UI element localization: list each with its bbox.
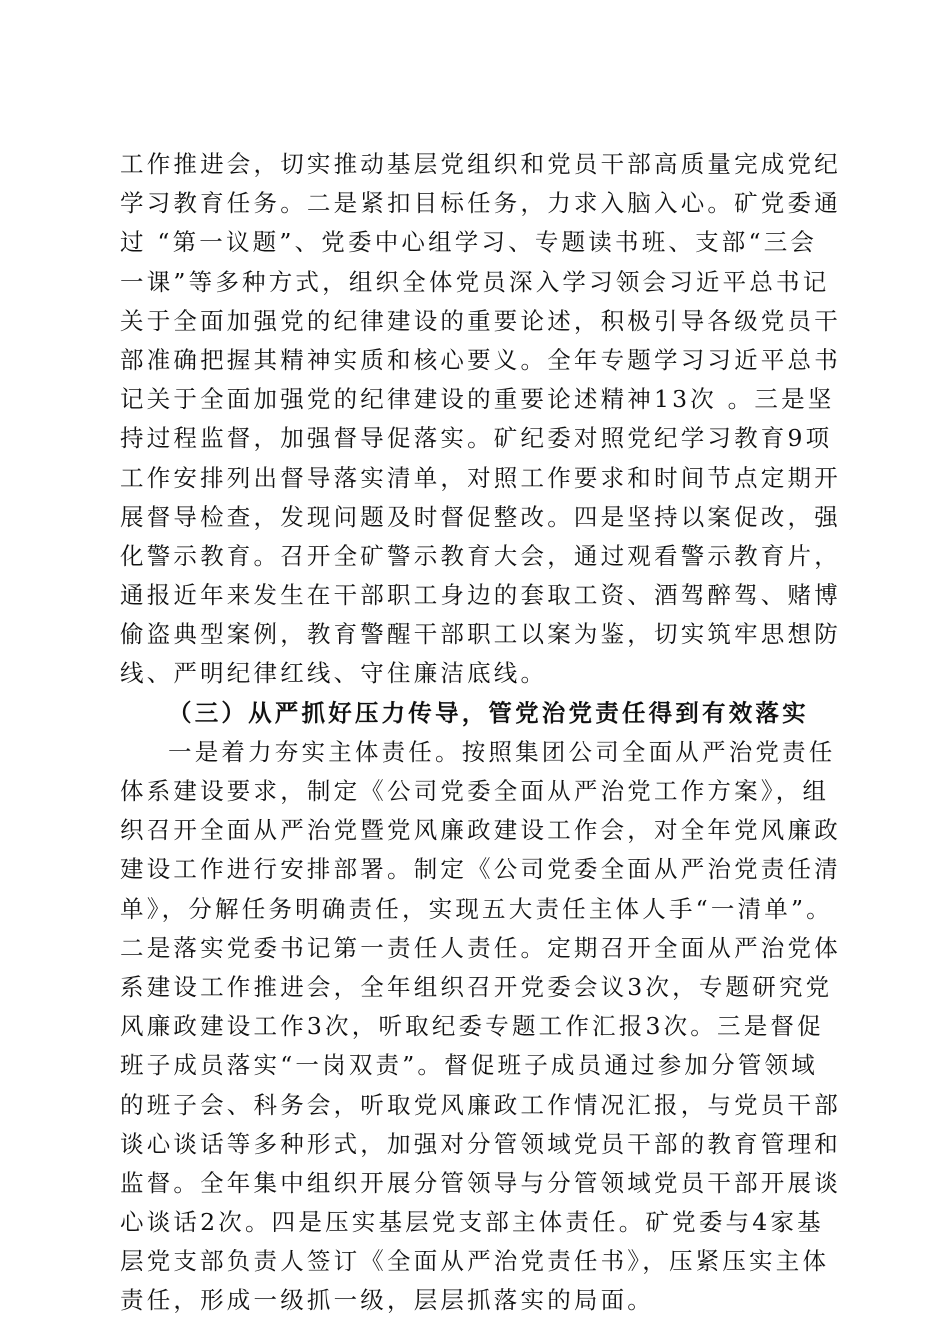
paragraph-line: 记关于全面加强党的纪律建设的重要论述精神13次 。三是坚	[120, 385, 835, 414]
paragraph-line: 化警示教育。召开全矿警示教育大会，通过观看警示教育片，	[120, 541, 841, 570]
paragraph-line: 部准确把握其精神实质和核心要义。全年专题学习习近平总书	[120, 345, 841, 374]
paragraph-line: 的班子会、科务会，听取党风廉政工作情况汇报，与党员干部	[120, 1090, 841, 1119]
paragraph-line: 工作推进会，切实推动基层党组织和党员干部高质量完成党纪	[120, 150, 841, 178]
paragraph-line: 展督导检查，发现问题及时督促整改。四是坚持以案促改，强	[120, 502, 841, 531]
paragraph-line: 通报近年来发生在干部职工身边的套取工资、酒驾醉驾、赌博	[120, 581, 841, 610]
paragraph-line: 班子成员落实“一岗双责”。督促班子成员通过参加分管领域	[120, 1051, 818, 1080]
paragraph-line: 织召开全面从严治党暨党风廉政建设工作会，对全年党风廉政	[120, 816, 841, 845]
paragraph-line: 监督。全年集中组织开展分管领导与分管领域党员干部开展谈	[120, 1168, 841, 1197]
paragraph-line: 持过程监督，加强督导促落实。矿纪委对照党纪学习教育9项	[120, 424, 833, 453]
paragraph-line: 关于全面加强党的纪律建设的重要论述，积极引导各级党员干	[120, 306, 841, 335]
paragraph-line: 系建设工作推进会，全年组织召开党委会议3次，专题研究党	[120, 972, 833, 1001]
paragraph-line: 单》，分解任务明确责任，实现五大责任主体人手“一清单”。	[120, 894, 833, 923]
paragraph-line: 线、严明纪律红线、守住廉洁底线。	[120, 659, 548, 688]
paragraph-line: 过 “第一议题”、党委中心组学习、专题读书班、支部“三会	[120, 228, 818, 257]
paragraph-line: 工作安排列出督导落实清单，对照工作要求和时间节点定期开	[120, 463, 841, 492]
paragraph-line: 一课”等多种方式，组织全体党员深入学习领会习近平总书记	[120, 267, 830, 296]
paragraph-line: 心谈话2次。四是压实基层党支部主体责任。矿党委与4家基	[120, 1208, 824, 1237]
paragraph-line: 二是落实党委书记第一责任人责任。定期召开全面从严治党体	[120, 933, 841, 962]
paragraph-line: 层党支部负责人签订《全面从严治党责任书》，压紧压实主体	[120, 1247, 830, 1276]
section-heading: （三）从严抓好压力传导，管党治党责任得到有效落实	[168, 698, 809, 727]
paragraph-line: 风廉政建设工作3次，听取纪委专题工作汇报3次。三是督促	[120, 1012, 824, 1041]
paragraph-line: 学习教育任务。二是紧扣目标任务，力求入脑入心。矿党委通	[120, 189, 841, 218]
document-body	[120, 145, 840, 1321]
paragraph-first-line: 一是着力夯实主体责任。按照集团公司全面从严治党责任	[168, 737, 836, 766]
paragraph-line: 谈心谈话等多种形式，加强对分管领域党员干部的教育管理和	[120, 1129, 841, 1158]
paragraph-line: 体系建设要求，制定《公司党委全面从严治党工作方案》，组	[120, 777, 830, 805]
paragraph-line: 责任，形成一级抓一级，层层抓落实的局面。	[120, 1286, 654, 1315]
paragraph-line: 建设工作进行安排部署。制定《公司党委全面从严治党责任清	[120, 855, 841, 884]
paragraph-line: 偷盗典型案例，教育警醒干部职工以案为鉴，切实筑牢思想防	[120, 620, 841, 649]
